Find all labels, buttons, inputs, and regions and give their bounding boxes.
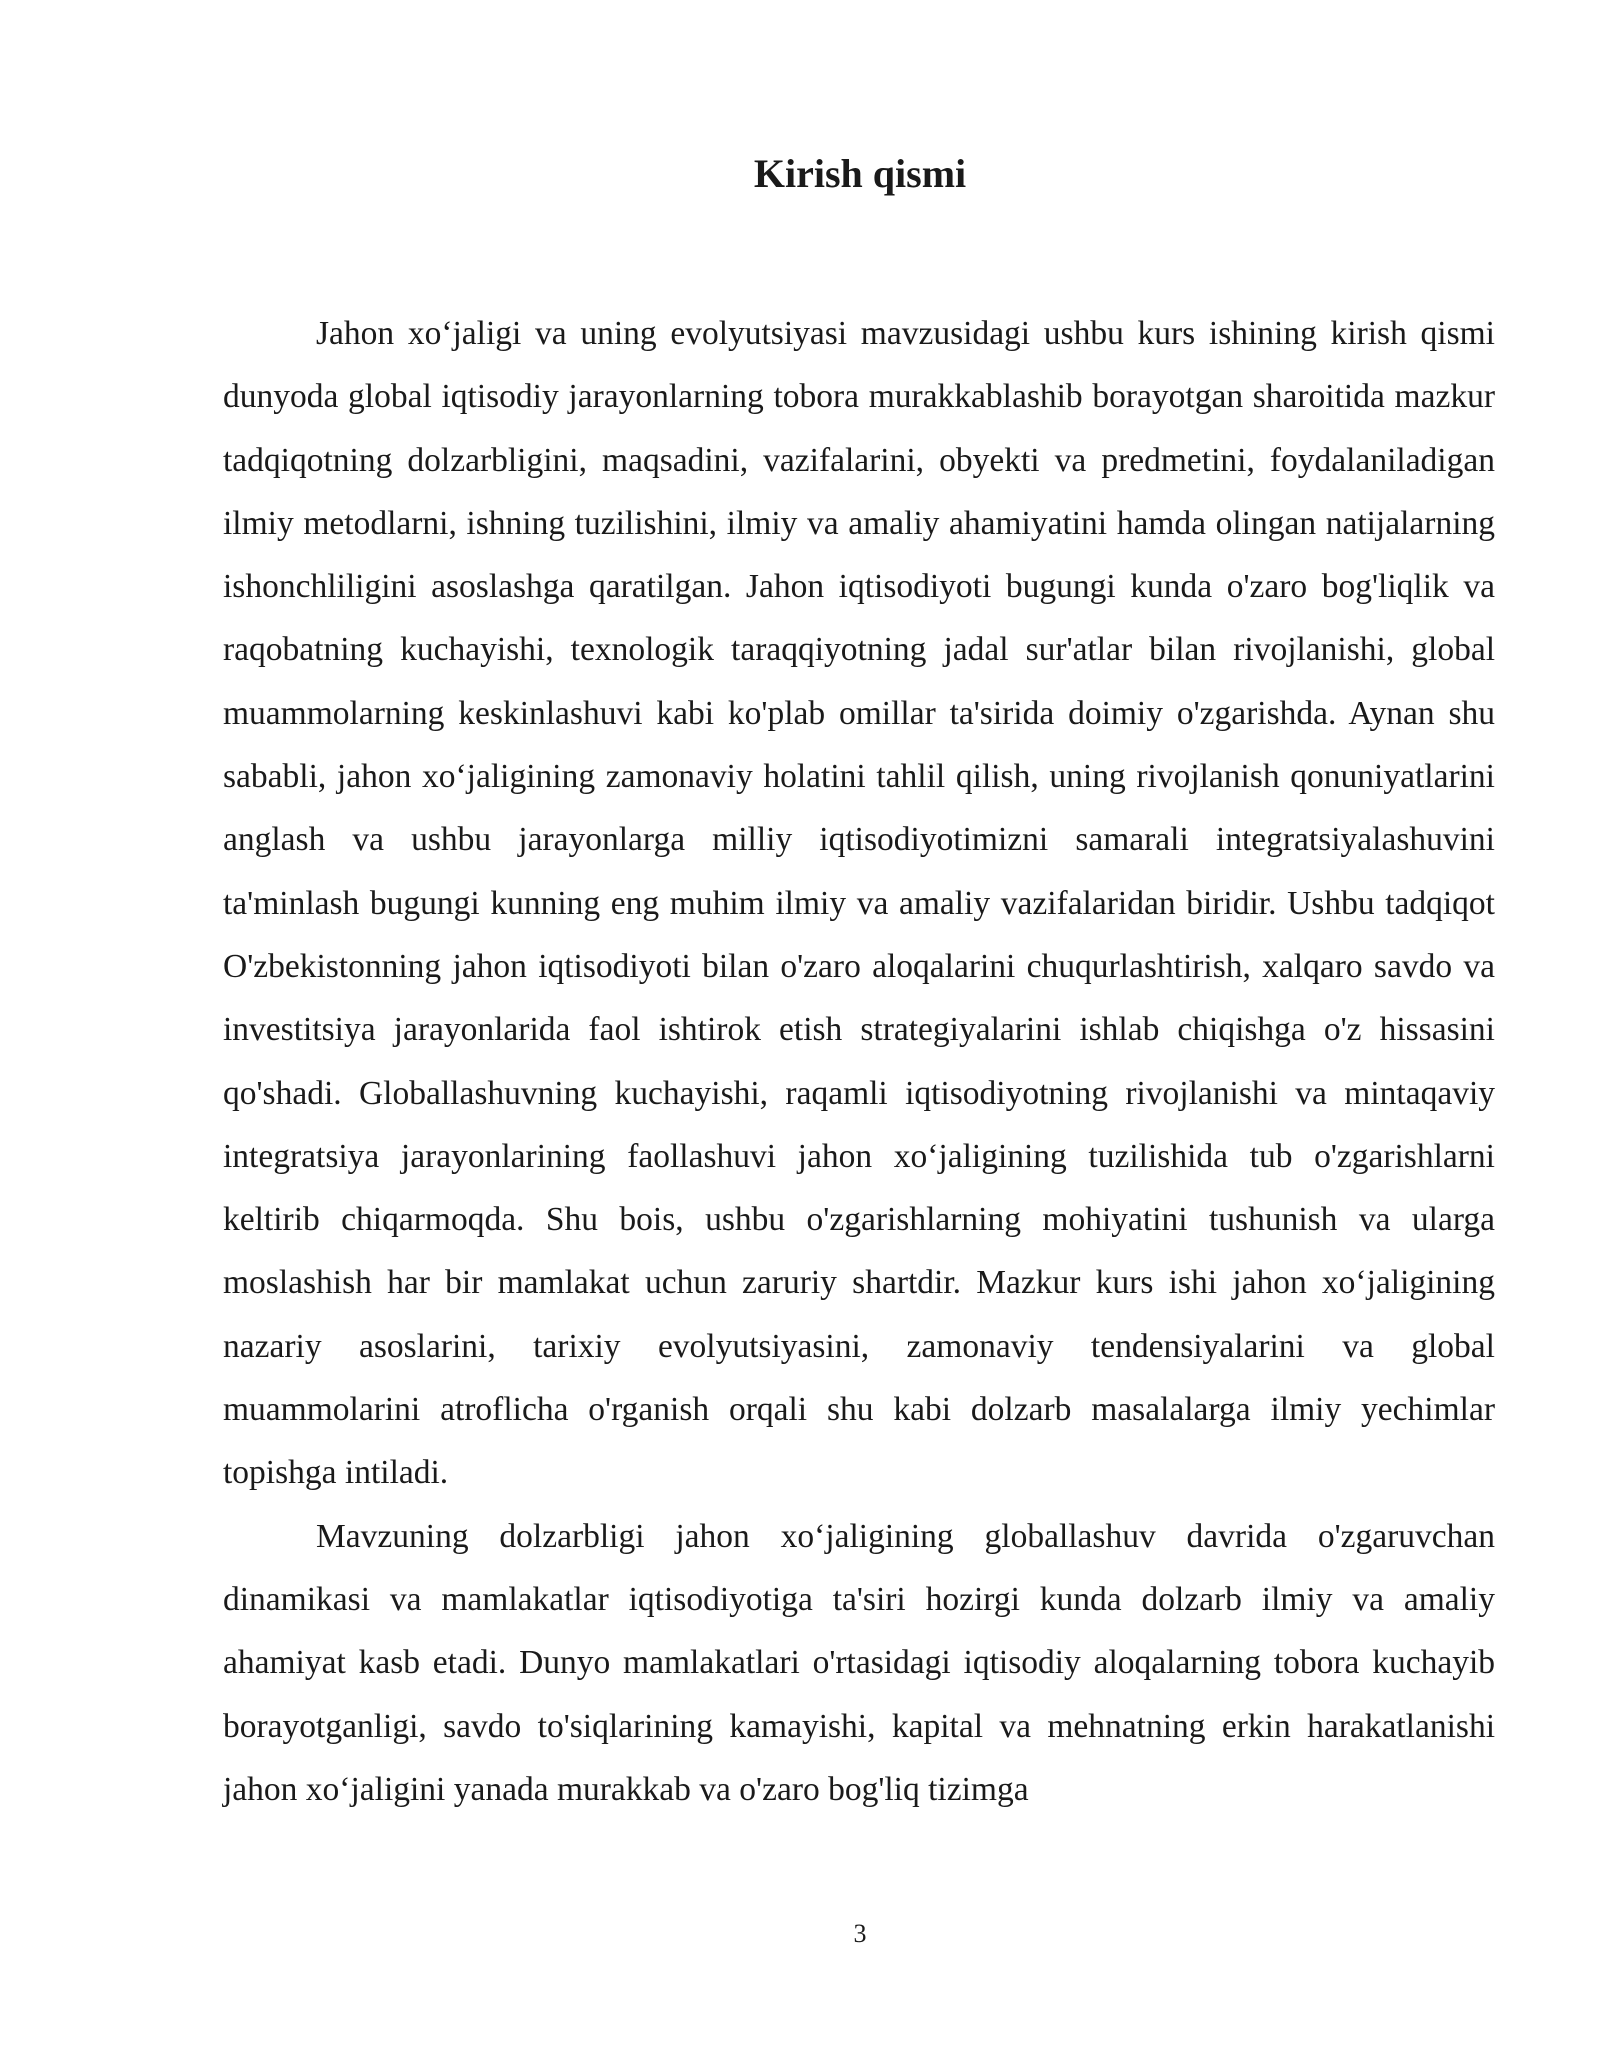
page-title: Kirish qismi <box>753 151 967 196</box>
body-text <box>223 302 1495 1821</box>
paragraph-relevance: Mavzuning dolzarbligi jahon xo‘jaligining globallashuv davrida o'zgaruvchan dinamikasi va mamlakatlar iqtisodiyotiga ta'siri hozirgi kunda dolzarb ilmiy va amaliy ahamiyat kasb etadi. Dunyo mamlakatlari o'rtasidagi iqtisodiy aloqalarning tobora kuchayib borayotganligi, savdo to'siqlarining kamayishi, kapital va mehnatning erkin harakatlanishi jahon xo‘jaligini yanada murakkab va o'zaro bog'liq tizimga <box>223 1517 1495 1808</box>
page-number: 3 <box>853 1919 867 1948</box>
paragraph-intro: Jahon xo‘jaligi va uning evolyutsiyasi mavzusidagi ushbu kurs ishining kirish qismi dunyoda global iqtisodiy jarayonlarning tobora murakkablashib borayotgan sharoitida mazkur tadqiqotning dolzarbligini, maqsadini, vazifalarini, obyekti va predmetini, foydalaniladigan ilmiy metodlarni, ishning tuzilishini, ilmiy va amaliy ahamiyatini hamda olingan natijalarning ishonchliligini asoslashga qaratilgan. Jahon iqtisodiyoti bugungi kunda o'zaro bog'liqlik va raqobatning kuchayishi, texnologik taraqqiyotning jadal sur'atlar bilan rivojlanishi, global muammolarning keskinlashuvi kabi ko'plab omillar ta'sirida doimiy o'zgarishda. Aynan shu sababli, jahon xo‘jaligining zamonaviy holatini tahlil qilish, uning rivojlanish qonuniyatlarini anglash va ushbu jarayonlarga milliy iqtisodiyotimizni samarali integratsiyalashuvini ta'minlash bugungi kunning eng muhim ilmiy va amaliy vazifalaridan biridir. Ushbu tadqiqot O'zbekistonning jahon iqtisodiyoti bilan o'zaro aloqalarini chuqurlashtirish, xalqaro savdo va investitsiya jarayonlarida faol ishtirok etish strategiyalarini ishlab chiqishga o'z hissasini qo'shadi. Globallashuvning kuchayishi, raqamli iqtisodiyotning rivojlanishi va mintaqaviy integratsiya jarayonlarining faollashuvi jahon xo‘jaligining tuzilishida tub o'zgarishlarni keltirib chiqarmoqda. Shu bois, ushbu o'zgarishlarning mohiyatini tushunish va ularga moslashish har bir mamlakat uchun zaruriy shartdir. Mazkur kurs ishi jahon xo‘jaligining nazariy asoslarini, tarixiy evolyutsiyasini, zamonaviy tendensiyalarini va global muammolarini atroflicha o'rganish orqali shu kabi dolzarb masalalarga ilmiy yechimlar topishga intiladi. <box>223 315 1495 1492</box>
